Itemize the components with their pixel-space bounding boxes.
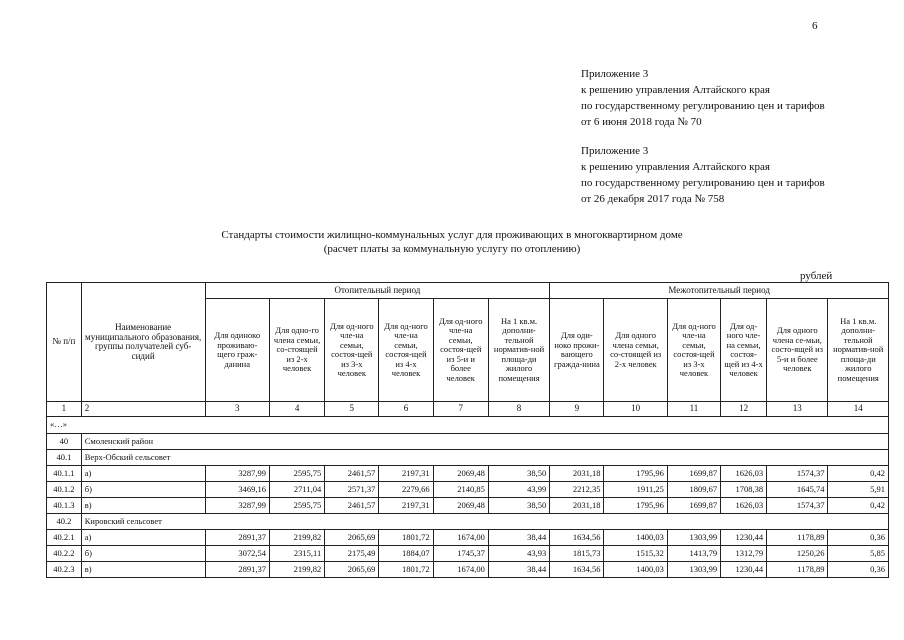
header-interheating-col: Для од-ного чле-на семьи, состоя-щей из 4-х человек <box>721 299 767 402</box>
cell-value: 38,50 <box>488 498 549 514</box>
cell-value: 3287,99 <box>205 498 269 514</box>
column-number: 14 <box>828 402 889 417</box>
column-number: 2 <box>81 402 205 417</box>
cell-value: 1634,56 <box>550 530 604 546</box>
cell-value: 1250,26 <box>767 546 828 562</box>
cell-value: 38,44 <box>488 530 549 546</box>
cell-value: 1699,87 <box>667 498 720 514</box>
cell-value: 2595,75 <box>269 466 324 482</box>
cell-value: 1574,37 <box>767 498 828 514</box>
cell-value: 43,99 <box>488 482 549 498</box>
unit-label: рублей <box>800 270 833 282</box>
cell-value: 1303,99 <box>667 562 720 578</box>
table-row <box>47 482 889 498</box>
cell-value: 0,36 <box>828 562 889 578</box>
cell-value: 2279,66 <box>379 482 433 498</box>
column-number: 3 <box>205 402 269 417</box>
cell-value: 1884,07 <box>379 546 433 562</box>
row-name: в) <box>81 562 205 578</box>
cell-value: 2711,04 <box>269 482 324 498</box>
cell-value: 2461,57 <box>325 466 379 482</box>
cell-value: 1674,00 <box>433 562 488 578</box>
column-number: 7 <box>433 402 488 417</box>
cell-value: 3072,54 <box>205 546 269 562</box>
column-number: 8 <box>488 402 549 417</box>
cell-value: 2891,37 <box>205 562 269 578</box>
table-row <box>47 466 889 482</box>
cell-value: 1815,73 <box>550 546 604 562</box>
table-row <box>47 530 889 546</box>
cell-value: 2031,18 <box>550 466 604 482</box>
cell-value: 1230,44 <box>721 562 767 578</box>
cell-value: 2199,82 <box>269 562 324 578</box>
tariff-table <box>46 282 889 578</box>
header-heating-col: Для одно-го члена семьи, со-стоящей из 2-х человек <box>269 299 324 402</box>
row-name: а) <box>81 530 205 546</box>
cell-value: 1801,72 <box>379 530 433 546</box>
row-name: б) <box>81 546 205 562</box>
cell-value: 1645,74 <box>767 482 828 498</box>
cell-value: 38,50 <box>488 466 549 482</box>
header-heating-col: На 1 кв.м. дополни-тельной норматив-ной площа-ди жилого помещения <box>488 299 549 402</box>
cell-value: 38,44 <box>488 562 549 578</box>
header-heating-col: Для одиноко проживаю-щего граж-данина <box>205 299 269 402</box>
ellipsis-row: «…» <box>47 417 889 434</box>
cell-value: 1674,00 <box>433 530 488 546</box>
header-heating-col: Для од-ного чле-на семьи, состоя-щей из 4-х человек <box>379 299 433 402</box>
title-line-1: Стандарты стоимости жилищно-коммунальных услуг для проживающих в многоквартирном доме <box>221 229 683 241</box>
approval-2-line: к решению управления Алтайского края <box>581 161 770 173</box>
approval-1-line: Приложение 3 <box>581 68 649 80</box>
cell-value: 3287,99 <box>205 466 269 482</box>
cell-value: 2197,31 <box>379 498 433 514</box>
cell-value: 2065,69 <box>325 562 379 578</box>
approval-1-line: к решению управления Алтайского края <box>581 84 770 96</box>
header-interheating-col: Для оди-ноко прожи-вающего гражда-нина <box>550 299 604 402</box>
cell-value: 43,93 <box>488 546 549 562</box>
cell-value: 1400,03 <box>604 530 667 546</box>
column-number: 6 <box>379 402 433 417</box>
row-name: Смоленский район <box>81 434 888 450</box>
cell-value: 1809,67 <box>667 482 720 498</box>
cell-value: 3469,16 <box>205 482 269 498</box>
header-interheating-col: Для одного члена се-мьи, состо-ящей из 5-и и более человек <box>767 299 828 402</box>
row-number: 40.1.2 <box>47 482 82 498</box>
cell-value: 1699,87 <box>667 466 720 482</box>
approval-block-1 <box>581 66 825 130</box>
page-number: 6 <box>812 20 818 32</box>
header-name: Наименование муниципального образования, группы получателей суб-сидий <box>81 283 205 402</box>
cell-value: 1400,03 <box>604 562 667 578</box>
column-number: 11 <box>667 402 720 417</box>
row-number: 40.1.1 <box>47 466 82 482</box>
row-name: Кировский сельсовет <box>81 514 888 530</box>
cell-value: 2140,85 <box>433 482 488 498</box>
cell-value: 5,91 <box>828 482 889 498</box>
row-number: 40 <box>47 434 82 450</box>
cell-value: 0,36 <box>828 530 889 546</box>
section-row <box>47 514 889 530</box>
cell-value: 2595,75 <box>269 498 324 514</box>
approval-2-line: Приложение 3 <box>581 145 649 157</box>
approval-1-line: по государственному регулированию цен и тарифов <box>581 100 825 112</box>
cell-value: 2461,57 <box>325 498 379 514</box>
row-number: 40.1 <box>47 450 82 466</box>
cell-value: 2065,69 <box>325 530 379 546</box>
cell-value: 1515,32 <box>604 546 667 562</box>
cell-value: 1178,89 <box>767 530 828 546</box>
cell-value: 1413,79 <box>667 546 720 562</box>
cell-value: 2175,49 <box>325 546 379 562</box>
header-heating-period: Отопительный период <box>205 283 550 299</box>
table-row <box>47 498 889 514</box>
header-heating-col: Для од-ного чле-на семьи, состоя-щей из 3-х человек <box>325 299 379 402</box>
row-number: 40.2.3 <box>47 562 82 578</box>
approval-2-line: по государственному регулированию цен и тарифов <box>581 177 825 189</box>
cell-value: 5,85 <box>828 546 889 562</box>
cell-value: 1801,72 <box>379 562 433 578</box>
row-name: б) <box>81 482 205 498</box>
cell-value: 2197,31 <box>379 466 433 482</box>
row-number: 40.2.2 <box>47 546 82 562</box>
cell-value: 2069,48 <box>433 466 488 482</box>
cell-value: 2069,48 <box>433 498 488 514</box>
column-number: 1 <box>47 402 82 417</box>
row-name: в) <box>81 498 205 514</box>
cell-value: 1745,37 <box>433 546 488 562</box>
cell-value: 1795,96 <box>604 466 667 482</box>
row-number: 40.2.1 <box>47 530 82 546</box>
header-interheating-period: Межотопительный период <box>550 283 889 299</box>
cell-value: 1634,56 <box>550 562 604 578</box>
header-interheating-col: На 1 кв.м. дополни-тельной норматив-ной площа-ди жилого помещения <box>828 299 889 402</box>
approval-block-2 <box>581 143 825 207</box>
cell-value: 2315,11 <box>269 546 324 562</box>
row-number: 40.1.3 <box>47 498 82 514</box>
cell-value: 1574,37 <box>767 466 828 482</box>
cell-value: 2031,18 <box>550 498 604 514</box>
cell-value: 1911,25 <box>604 482 667 498</box>
cell-value: 1708,38 <box>721 482 767 498</box>
table-row <box>47 546 889 562</box>
column-number: 13 <box>767 402 828 417</box>
cell-value: 2571,37 <box>325 482 379 498</box>
cell-value: 1795,96 <box>604 498 667 514</box>
document-title <box>0 228 904 256</box>
header-num: № п/п <box>47 283 82 402</box>
row-number: 40.2 <box>47 514 82 530</box>
column-number: 4 <box>269 402 324 417</box>
title-line-2: (расчет платы за коммунальную услугу по отоплению) <box>323 243 581 255</box>
cell-value: 2891,37 <box>205 530 269 546</box>
header-heating-col: Для од-ного чле-на семьи, состоя-щей из 5-и и более человек <box>433 299 488 402</box>
column-number: 12 <box>721 402 767 417</box>
cell-value: 2212,35 <box>550 482 604 498</box>
cell-value: 0,42 <box>828 498 889 514</box>
column-number: 5 <box>325 402 379 417</box>
cell-value: 1312,79 <box>721 546 767 562</box>
cell-value: 1626,03 <box>721 466 767 482</box>
row-name: Верх-Обский сельсовет <box>81 450 888 466</box>
cell-value: 0,42 <box>828 466 889 482</box>
cell-value: 1178,89 <box>767 562 828 578</box>
cell-value: 2199,82 <box>269 530 324 546</box>
cell-value: 1230,44 <box>721 530 767 546</box>
header-interheating-col: Для одного члена семьи, со-стоящей из 2-х человек <box>604 299 667 402</box>
approval-1-line: от 6 июня 2018 года № 70 <box>581 116 702 128</box>
section-row <box>47 450 889 466</box>
section-row <box>47 434 889 450</box>
approval-2-line: от 26 декабря 2017 года № 758 <box>581 193 725 205</box>
row-name: а) <box>81 466 205 482</box>
table-row <box>47 562 889 578</box>
cell-value: 1303,99 <box>667 530 720 546</box>
column-number: 9 <box>550 402 604 417</box>
column-number: 10 <box>604 402 667 417</box>
cell-value: 1626,03 <box>721 498 767 514</box>
header-interheating-col: Для од-ного чле-на семьи, состоя-щей из 3-х человек <box>667 299 720 402</box>
